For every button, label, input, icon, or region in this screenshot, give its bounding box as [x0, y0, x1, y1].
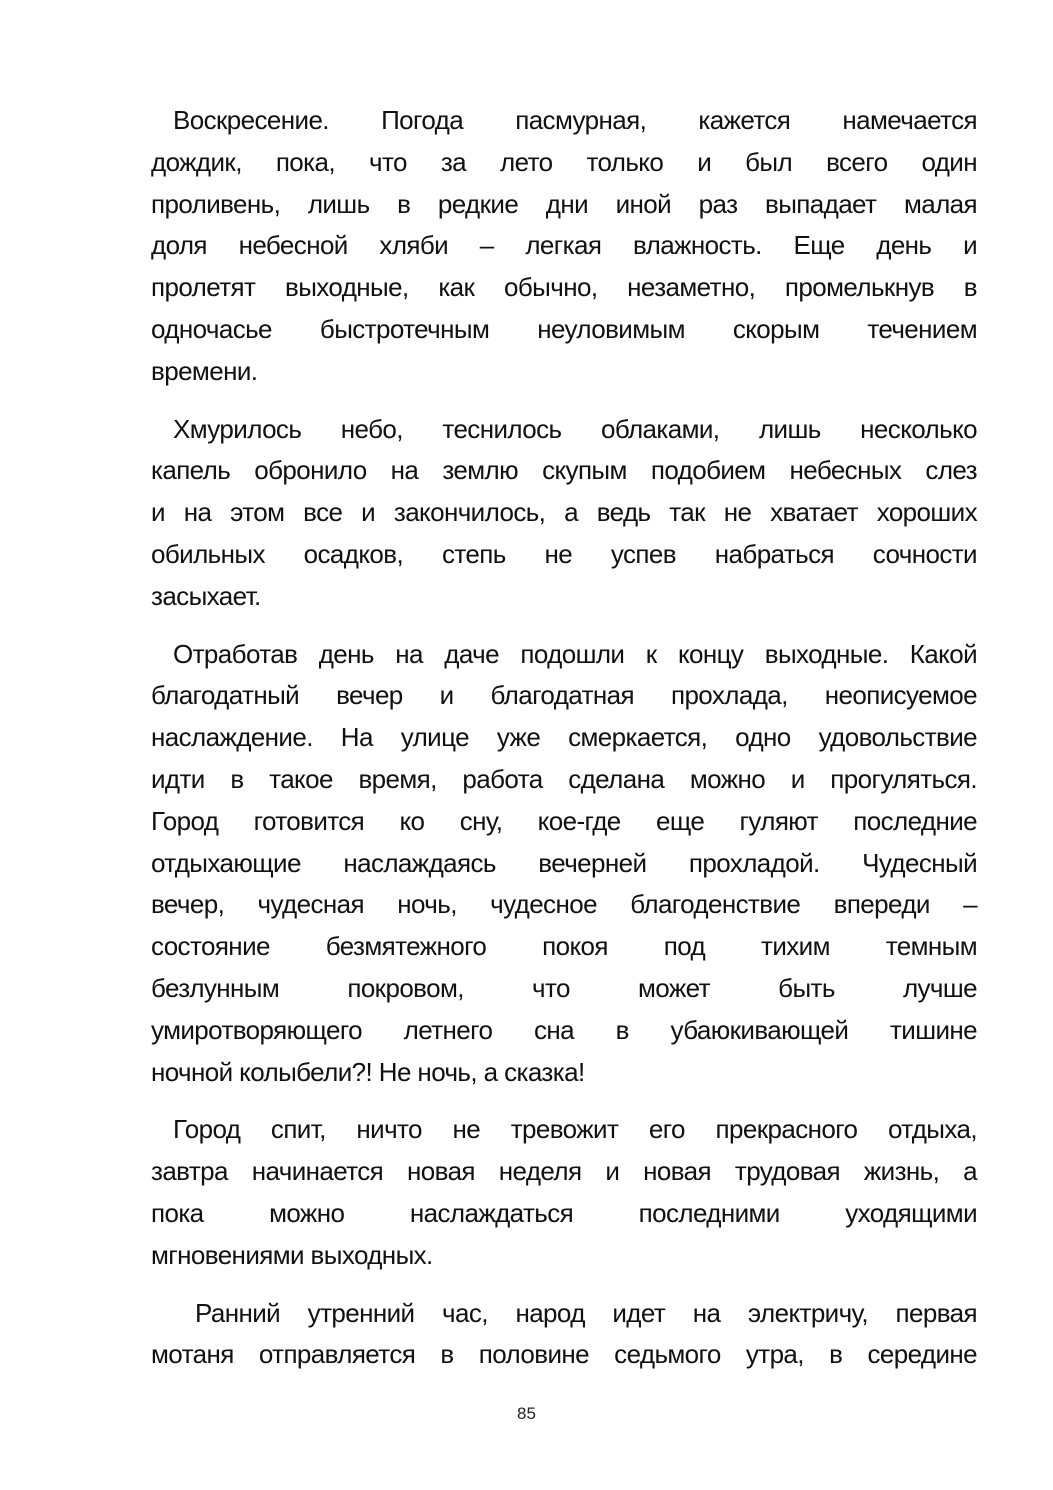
- text-line: Город спит, ничто не тревожит его прекрасного отдыха,: [173, 1114, 977, 1145]
- text-line: обильных осадков, степь не успев набраться сочности: [151, 538, 977, 569]
- paragraph-2: [151, 409, 977, 618]
- text-line: засыхает.: [151, 580, 261, 611]
- text-line: благодатный вечер и благодатная прохлада, неописуемое: [151, 680, 977, 711]
- text-line: умиротворяющего летнего сна в убаюкивающей тишине: [151, 1014, 977, 1045]
- text-line: доля небесной хляби – легкая влажность. Еще день и: [151, 230, 977, 261]
- paragraph-5: [151, 1293, 977, 1377]
- page-number: 85: [517, 1404, 536, 1423]
- text-line: дождик, пока, что за лето только и был всего один: [151, 146, 977, 177]
- text-line: пока можно наслаждаться последними уходящими: [151, 1197, 977, 1228]
- text-line: безлунным покровом, что может быть лучше: [151, 972, 977, 1003]
- text-line: вечер, чудесная ночь, чудесное благоденствие впереди –: [151, 889, 977, 920]
- text-line: времени.: [151, 355, 258, 386]
- page-body: [151, 100, 977, 1392]
- paragraph-1: [151, 100, 977, 393]
- text-line: пролетят выходные, как обычно, незаметно, промелькнув в: [151, 272, 977, 303]
- text-line: Ранний утренний час, народ идет на электричу, первая: [195, 1297, 977, 1328]
- text-line: Отработав день на даче подошли к концу выходные. Какой: [173, 638, 977, 669]
- text-line: Город готовится ко сну, кое-где еще гуляют последние: [151, 805, 977, 836]
- text-line: одночасье быстротечным неуловимым скорым течением: [151, 313, 977, 344]
- text-line: и на этом все и закончилось, а ведь так не хватает хороших: [151, 497, 977, 528]
- text-line: проливень, лишь в редкие дни иной раз выпадает малая: [151, 188, 977, 219]
- text-line: мотаня отправляется в половине седьмого утра, в середине: [151, 1339, 977, 1370]
- paragraph-3: [151, 634, 977, 1094]
- text-line: наслаждение. На улице уже смеркается, одно удовольствие: [151, 722, 977, 753]
- text-line: завтра начинается новая неделя и новая трудовая жизнь, а: [151, 1156, 977, 1187]
- text-line: ночной колыбели?! Не ночь, а сказка!: [151, 1056, 585, 1087]
- text-line: Хмурилось небо, теснилось облаками, лишь несколько: [173, 413, 977, 444]
- text-line: идти в такое время, работа сделана можно и прогуляться.: [151, 763, 977, 794]
- paragraph-4: [151, 1109, 977, 1276]
- text-line: капель обронило на землю скупым подобием небесных слез: [151, 455, 977, 486]
- text-line: Воскресение. Погода пасмурная, кажется намечается: [173, 105, 977, 135]
- text-line: отдыхающие наслаждаясь вечерней прохладой. Чудесный: [151, 847, 977, 878]
- text-line: мгновениями выходных.: [151, 1239, 433, 1270]
- text-line: состояние безмятежного покоя под тихим темным: [151, 931, 977, 962]
